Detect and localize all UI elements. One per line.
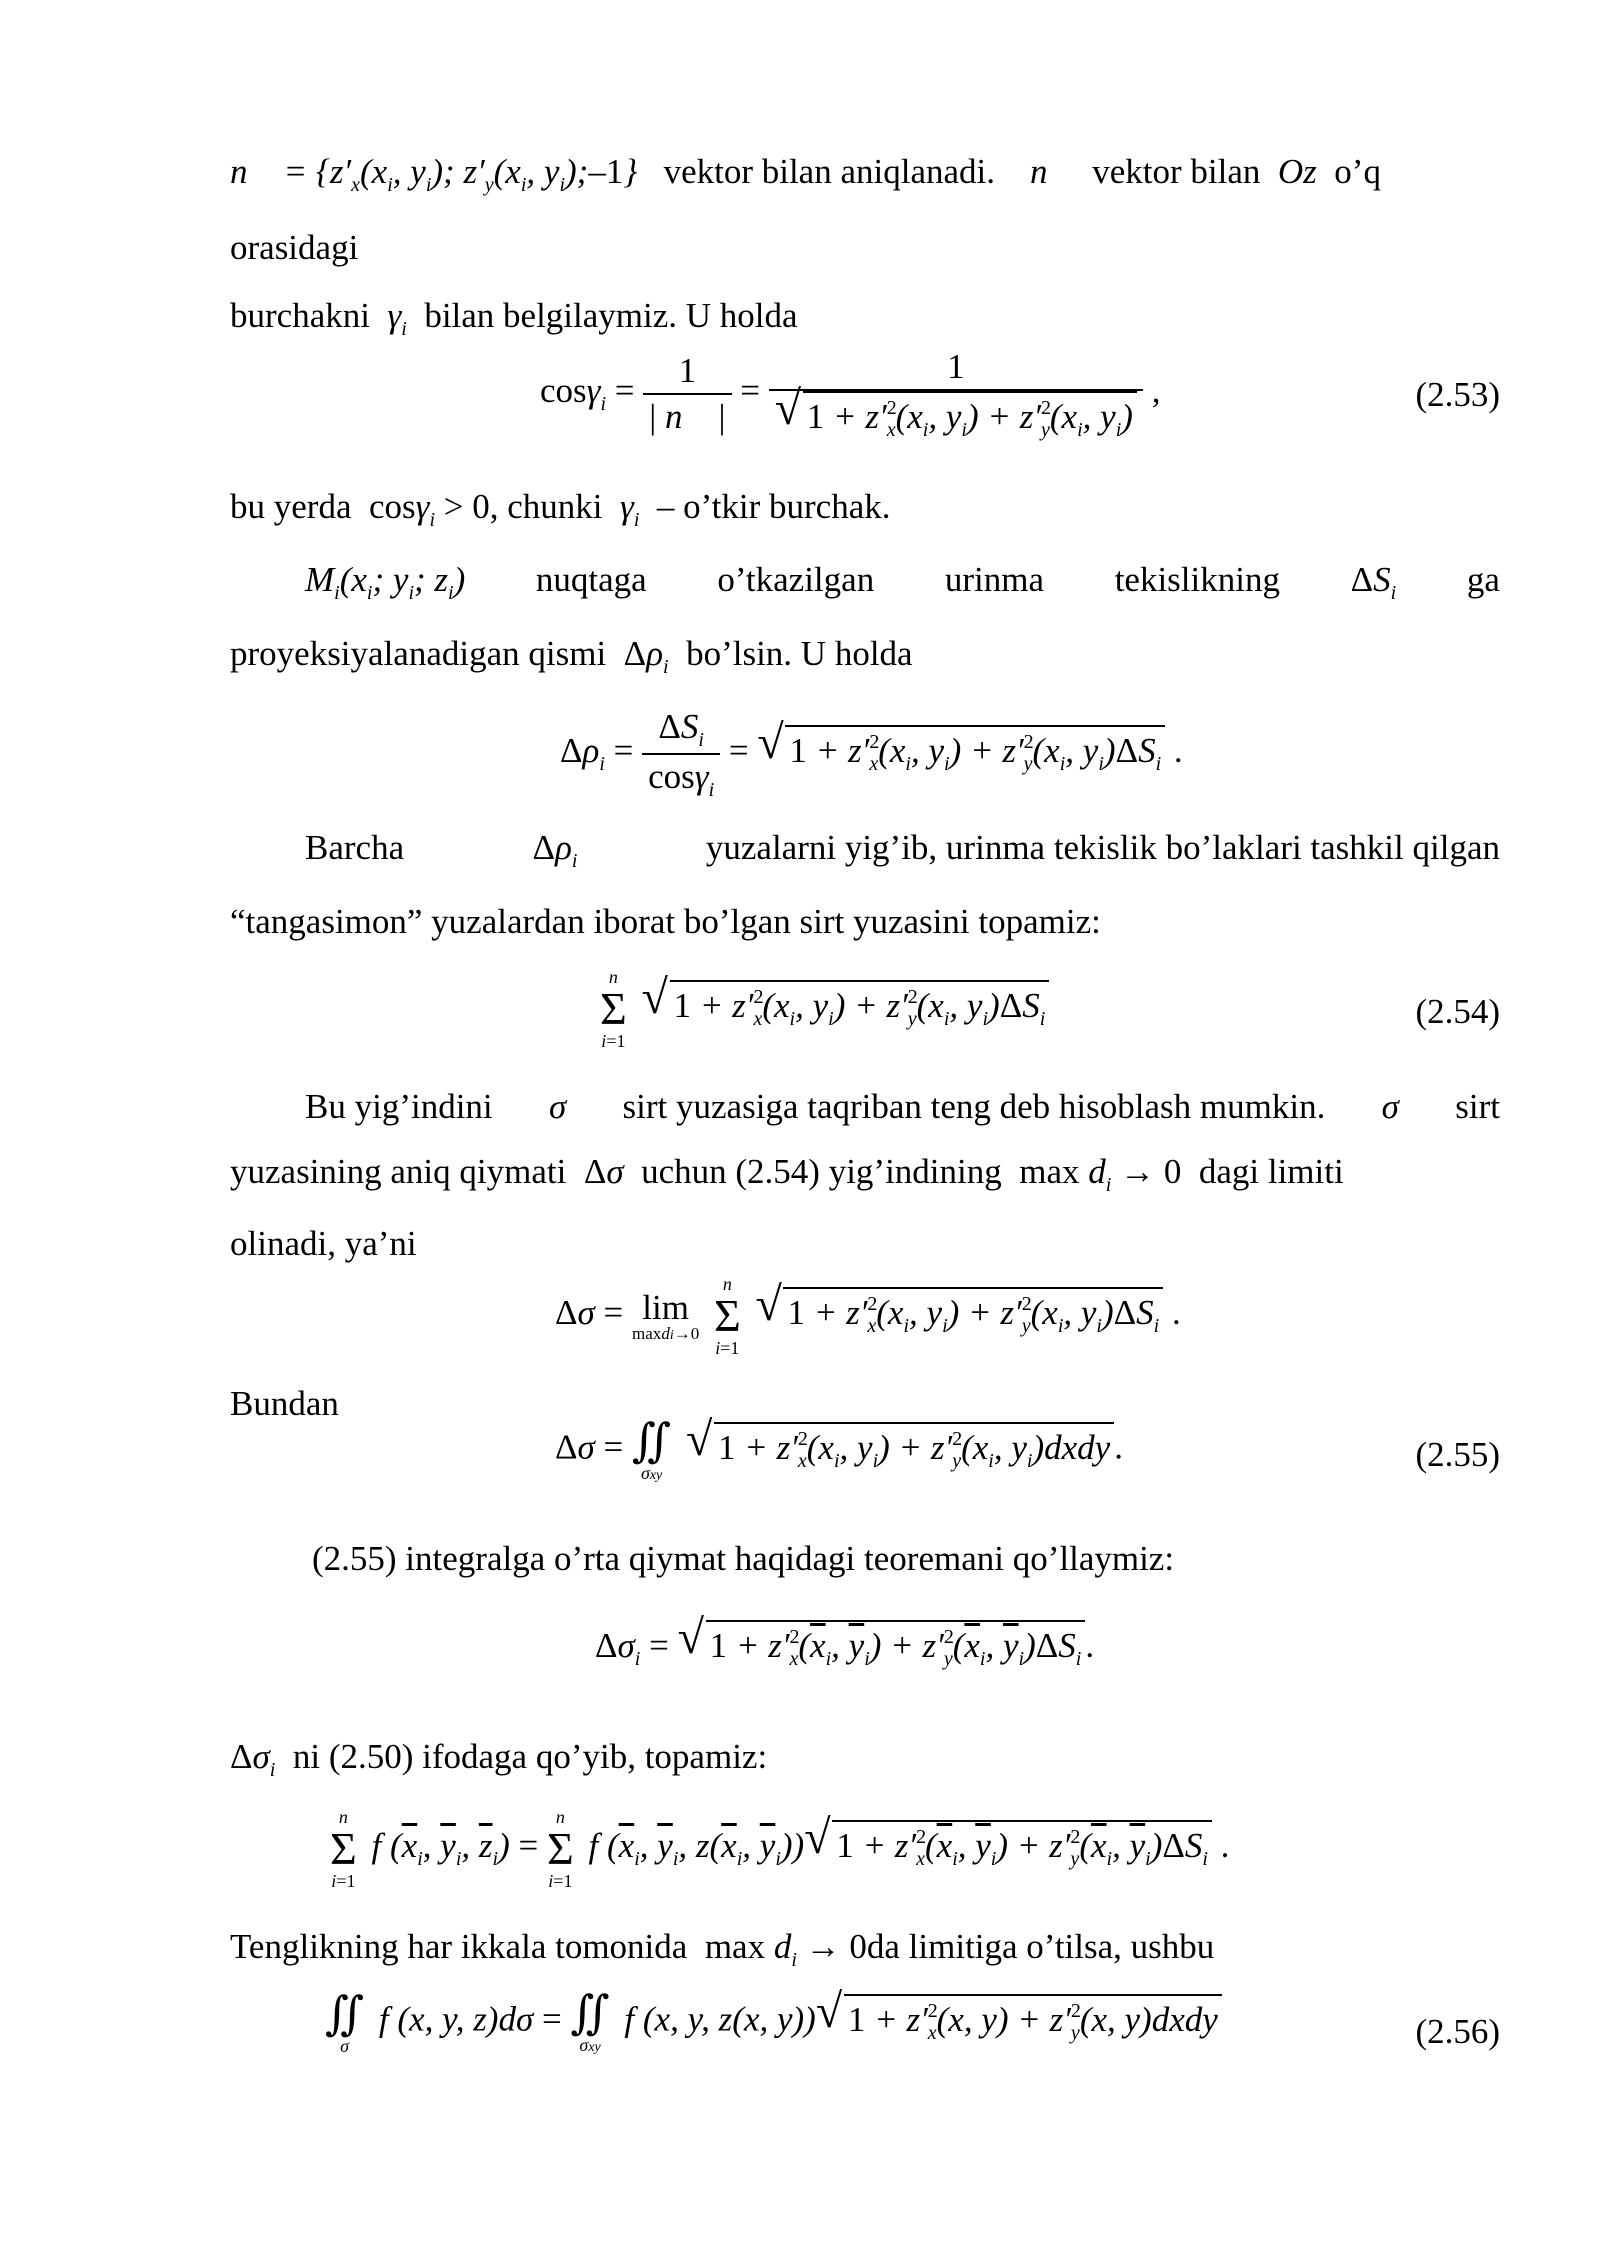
equation-2-56: ∬ σ f (x, y, z)dσ = ∬ σxy f (x, y, z(x, y)) √ $1 + z'^2_x(x$, $y) + z'^2_y(x$, y)dxdy — [325, 1990, 1222, 2055]
text-sirt-yuzasiga: sirt yuzasiga taqriban teng deb hisoblash mumkin. — [622, 1087, 1326, 1126]
text-yuzasining: yuzasining aniq qiymati — [230, 1152, 567, 1191]
nuqta-line: $M_i(x_i$; $y_i$; $z_i$) nuqtaga o’tkazilgan urinma tekislikning $\Delta S_i$ ga — [305, 560, 1500, 604]
text-oq: o’q — [1334, 152, 1381, 191]
text-barcha: Barcha — [305, 828, 405, 867]
equation-limit: Δσ = lim maxdi→0 n Σ i=1 √ $1 + z'^2_x(x_i$, $y_i) + z'^2_y(x_i$, $y_i)\Delta S_i$ . — [555, 1274, 1181, 1358]
text-vektor-aniqlanadi: vektor bilan aniqlanadi. — [663, 152, 995, 191]
text-belgilaymiz: bilan belgilaymiz. U holda — [424, 296, 798, 335]
equation-2-53: cosγ$_i$ = $\frac{1}{| n⃗ |}$ = 1 √ $1 + z'^2_x(x_i$, $y_i) + z'^2_y(x_i$, $y_i$) , — [540, 347, 1161, 441]
text-dagi-limiti: dagi limiti — [1198, 1152, 1344, 1191]
normal-vector-formula: n⃗ = {$z'_x(x_i$, $y_i$); $z'_y(x_i$, $y_i);-1$} — [230, 152, 638, 196]
bu-yerda-line: bu yerda cosγ$_i$ > 0, chunki $\gamma_i$ – o’tkir burchak. — [230, 487, 891, 531]
text-uchun: uchun (2.54) yig’indining — [641, 1152, 1002, 1191]
text-tenglikning: Tenglikning har ikkala tomonida — [230, 1927, 688, 1966]
text-tangasimon: “tangasimon” yuzalardan iborat bo’lgan sirt yuzasini topamiz: — [230, 902, 1101, 941]
text-ga: ga — [1466, 560, 1500, 599]
yuzasining-line: yuzasining aniq qiymati Δσ uchun (2.54) yig’indining $\max d_i \to 0$ dagi limiti — [230, 1152, 1344, 1196]
burchak-line — [230, 294, 798, 342]
equation-delta-rho: $\Delta\rho_i$ = $\frac{\Delta S_i}{\cos\gamma_i}$ = √ $1 + z'^2_x(x_i$, $y_i) + z'^2_y(x_i$, $y_i)\Delta S_i$ . — [560, 707, 1183, 801]
text-tekislikning: tekislikning — [1114, 560, 1280, 599]
text-urinma: urinma — [944, 560, 1045, 599]
text-yuzalarni: yuzalarni yig’ib, urinma tekislik bo’laklari tashkil qilgan — [705, 828, 1500, 867]
text-bolsin: bo’lsin. U holda — [686, 634, 913, 673]
text-limitiga: da limitiga o’tilsa, ushbu — [866, 1927, 1215, 1966]
tenglikning-line: Tenglikning har ikkala tomonida $\max d_i \to 0da$ limitiga o’tilsa, ushbu — [230, 1927, 1215, 1971]
text-chunki: , chunki — [489, 487, 603, 526]
proyeksiya-line: proyeksiyalanadigan qismi $\Delta\rho_i$ bo’lsin. U holda — [230, 634, 913, 678]
equation-2-55: Δσ = ∬ σxy √ $1 + z'^2_x(x_i$, $y_i) + z'^2_y(x_i$, $y_i)dxdy$ . — [555, 1412, 1123, 1483]
equation-number-2-53: (2.53) — [1415, 375, 1500, 414]
equation-number-2-55: (2.55) — [1415, 1435, 1500, 1474]
text-otkazilgan: o’tkazilgan — [717, 560, 875, 599]
fraction-1-over-sqrt: 1 √ $1 + z'^2_x(x_i$, $y_i) + z'^2_y(x_i$, $y_i$) — [769, 345, 1143, 443]
axis-oz: Oz — [1277, 152, 1317, 191]
text-ifodaga: ni (2.50) ifodaga qo’yib, topamiz: — [292, 1737, 768, 1776]
text-olinadi: olinadi, ya’ni — [230, 1224, 417, 1263]
fraction-1-over-n: $\frac{1}{| n⃗ |}$ — [643, 349, 731, 439]
equation-delta-sigma-i: $\Delta\sigma_i$ = √ $1 + z'^2_x(\overline{x}_i$, $\overline{y}_i) + z'^2_y(\overline{x}_i$, $\overline{y}_i)\Delta S_i$ . — [595, 1611, 1095, 1670]
gamma-i: $\gamma_i$ — [387, 296, 407, 340]
equation-sum-f: n Σ i=1 f ($\overline{x}_i$, $\overline{y}_i$, $\overline{z}_i$) = n Σ i=1 f ($\overline{x}_i$, $\overline{y}_i$, $z(\overline{x}_i$, $\overline{y}_i$)) √ $1 + z'^2_x(\overline{x}_i$, $\overline{y}_i) + z'^2_y(\overline{x}_i$, $\overline{y}_i)\Delta S_i$ . — [330, 1807, 1230, 1891]
text-bu-yigindini: Bu yig’indini — [305, 1087, 493, 1126]
delta-sigma-line: $\Delta\sigma_i$ ni (2.50) ifodaga qo’yib, topamiz: — [230, 1737, 768, 1781]
text-burchakni: burchakni — [230, 296, 370, 335]
vector-n-symbol: n⃗ — [1030, 152, 1075, 191]
equation-number-2-54: (2.54) — [1415, 992, 1500, 1031]
text-nuqtaga: nuqtaga — [535, 560, 647, 599]
text-bu-yerda: bu yerda — [230, 487, 352, 526]
text-vektor-bilan: vektor bilan — [1092, 152, 1261, 191]
bu-yigindini-line: Bu yig’indini σ sirt yuzasiga taqriban teng deb hisoblash mumkin. σ sirt — [305, 1085, 1500, 1129]
text-integralga: (2.55) integralga o’rta qiymat haqidagi teoremani qo’llaymiz: — [312, 1539, 1175, 1578]
equation-number-2-56: (2.56) — [1415, 2012, 1500, 2051]
barcha-line: Barcha $\Delta\rho_i$ yuzalarni yig’ib, urinma tekislik bo’laklari tashkil qilgan — [305, 828, 1500, 872]
equation-2-54: n Σ i=1 √ $1 + z'^2_x(x_i$, $y_i) + z'^2_y(x_i$, $y_i)\Delta S_i$ — [600, 968, 1049, 1050]
text-orasidagi: orasidagi — [230, 228, 359, 267]
normal-vector-line — [230, 150, 1381, 198]
text-bundan: Bundan — [230, 1384, 339, 1423]
text-otkir-burchak: – o’tkir burchak. — [656, 487, 891, 526]
text-sirt: sirt — [1455, 1087, 1500, 1126]
text-proyeksiya: proyeksiyalanadigan qismi — [230, 634, 607, 673]
